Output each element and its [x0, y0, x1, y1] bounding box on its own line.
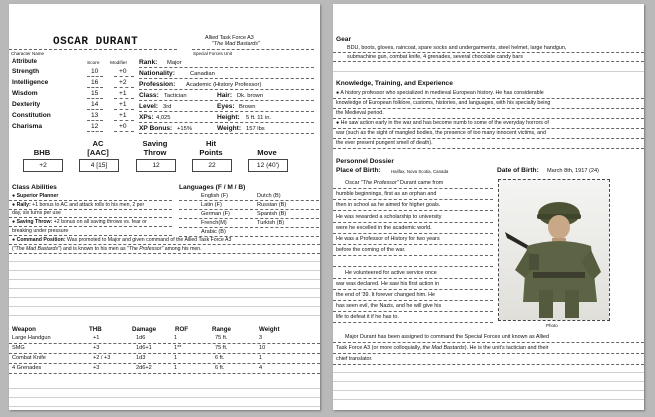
score-underline: [87, 76, 103, 77]
attribute-name: Constitution: [12, 112, 51, 119]
bio-line: humble beginnings, first as an orphan and: [336, 191, 437, 198]
attribute-modifier: +1: [119, 112, 127, 119]
attribute-name: Dexterity: [12, 101, 41, 108]
weapon-cell: Combat Knife: [12, 355, 46, 361]
bio-bottom-line: chief translator.: [336, 356, 373, 362]
info-height-label: Height:: [217, 114, 240, 121]
info-class: Tactician: [164, 93, 187, 99]
attribute-modifier: +1: [119, 101, 127, 108]
unit-name: Allied Task Force A3: [205, 35, 254, 41]
info-rank: Major: [167, 60, 182, 66]
weapon-cell: SMG: [12, 345, 25, 351]
info-underline: [139, 122, 314, 123]
attribute-modifier: +0: [119, 68, 127, 75]
bio-line: were he excelled in the academic world.: [336, 224, 432, 231]
bio-line: He was a Professor of History for two years: [336, 236, 440, 242]
info-weight: 157 lbs: [246, 126, 265, 132]
modifier-underline: [114, 131, 134, 132]
info-underline: [139, 89, 314, 90]
combat-label: Hit Points: [199, 139, 223, 157]
language-item: Turkish (B): [257, 220, 285, 226]
attribute-name: Wisdom: [12, 90, 38, 97]
ability-underline: [9, 244, 320, 245]
info-xpbonus: +15%: [177, 126, 192, 132]
weapon-cell: 1: [174, 365, 178, 371]
weapon-cell: 1: [259, 355, 263, 361]
score-header: Score: [87, 61, 100, 66]
language-item: English (F): [201, 193, 229, 199]
ability-underline: [9, 217, 172, 218]
language-item: French(M): [201, 220, 227, 226]
weapon-cell: 75 ft.: [215, 335, 228, 341]
weapon-cell: 1**: [174, 345, 182, 351]
ability-line: ("The Mad Bastards") and is known to his men as "The Professor" among his men.: [12, 246, 202, 252]
attribute-modifier: +0: [119, 123, 127, 130]
attribute-score: 16: [91, 79, 99, 86]
bio-underline: [333, 210, 493, 211]
class-abilities-title: Class Abilities: [12, 184, 57, 191]
combat-value: 22: [192, 159, 232, 172]
info-underline: [139, 78, 314, 79]
score-underline: [87, 109, 103, 110]
weapon-header: Weight: [259, 326, 280, 333]
weapon-cell: 75 ft.: [215, 345, 228, 351]
weapon-cell: 1d6: [136, 335, 146, 341]
character-name-label: Character Name: [11, 51, 45, 56]
info-level: 3rd: [163, 104, 172, 110]
knowledge-underline: [333, 128, 644, 129]
bio-underline: [333, 322, 493, 323]
bio-underline: [333, 233, 493, 234]
knowledge-underline: [333, 108, 644, 109]
score-underline: [87, 120, 103, 121]
combat-label: Saving Throw: [142, 139, 168, 157]
knowledge-underline: [333, 118, 644, 119]
info-eyes-label: Eyes:: [217, 103, 235, 110]
ability-line: ● Superior Planner: [12, 193, 59, 199]
knowledge-line: knowledge of European folklore, customs, histories, and languages, with his specialty being: [336, 100, 551, 106]
unit-label: Special Forces Unit: [193, 51, 233, 56]
language-underline: [179, 218, 319, 219]
weapon-underline: [9, 373, 320, 374]
combat-label: Move: [257, 147, 277, 157]
photo-label: Photo: [546, 323, 558, 328]
info-height: 5 ft. 11 in.: [246, 115, 272, 121]
info-underline: [139, 67, 314, 68]
ability-underline: [9, 253, 320, 254]
info-xpbonus-label: XP Bonus:: [139, 125, 173, 132]
combat-value: 12 (40'): [248, 159, 288, 172]
info-level-label: Level:: [139, 103, 159, 110]
bio-line: before the coming of the war.: [336, 247, 406, 254]
bio-underline: [333, 278, 493, 279]
attribute-name: Strength: [12, 68, 40, 75]
ability-line: ● Saving Throw: +2 bonus on all saving throws vs. fear or: [12, 219, 147, 225]
modifier-underline: [114, 87, 134, 88]
info-eyes: Brown: [239, 104, 256, 110]
language-underline: [179, 227, 319, 228]
score-underline: [87, 87, 103, 88]
language-item: Arabic (B): [201, 229, 226, 235]
weapon-underline: [9, 343, 320, 344]
info-underline: [139, 133, 314, 134]
combat-value: 12: [136, 159, 176, 172]
character-photo: [498, 179, 610, 321]
gear-underline: [333, 61, 644, 62]
bio-underline: [333, 266, 493, 267]
bio-bottom-line: Task Force A3 (or more colloquially, the Mad Bastards). He is the unit's tactician and their: [336, 345, 549, 351]
ability-underline: [9, 226, 172, 227]
bio-bottom-underline: [333, 353, 644, 354]
knowledge-line: ● He saw action early in the war and has become numb to some of the everyday horrors of: [336, 120, 549, 126]
attribute-modifier: +1: [119, 90, 127, 97]
knowledge-underline: [333, 138, 644, 139]
weapon-notes-lines: [9, 382, 320, 408]
bio-underline: [333, 289, 493, 290]
weapon-cell: 4 Grenades: [12, 365, 42, 371]
ability-underline: [9, 235, 172, 236]
score-underline: [87, 98, 103, 99]
gear-line: submachine gun, combat knife, 4 grenades, several chocolate candy bars: [347, 54, 523, 60]
language-item: Dutch (B): [257, 193, 281, 199]
bio-line: He volunteered for active service once: [345, 269, 437, 276]
bio-underline: [333, 311, 493, 312]
ability-line: ● Command Position: Was promoted to Major and given command of the Allied Task Force A3: [12, 237, 232, 243]
info-rank-label: Rank:: [139, 59, 158, 66]
modifier-underline: [114, 76, 134, 77]
weapon-header: THB: [89, 326, 102, 333]
bio-extra-lines: [333, 366, 644, 408]
bio-line: Oscar "The Professor" Durant came from: [345, 180, 444, 186]
notes-lines: [9, 255, 320, 321]
score-underline: [87, 131, 103, 132]
language-item: Spanish (B): [257, 211, 287, 217]
attribute-score: 14: [91, 101, 99, 108]
knowledge-underline: [333, 98, 644, 99]
attribute-modifier: +2: [119, 79, 127, 86]
weapon-cell: +3: [93, 345, 100, 351]
weapon-header: ROF: [175, 326, 189, 333]
ability-line: ● Rally: +1 bonus to AC and attack rolls to his men, 2 per: [12, 201, 145, 208]
info-xp-label: XPs:: [139, 114, 154, 121]
gear-title: Gear: [336, 36, 352, 43]
weapon-cell: 3: [259, 335, 263, 341]
weapon-underline: [9, 353, 320, 354]
weapon-underline: [9, 363, 320, 364]
bio-line: He was rewarded a scholarship to university: [336, 213, 442, 220]
combat-value: 4 [15]: [79, 159, 119, 172]
attribute-score: 10: [91, 68, 99, 75]
weapon-cell: 2d6+2: [136, 365, 152, 371]
bio-underline: [333, 222, 493, 223]
combat-label: AC [AAC]: [87, 139, 109, 157]
weapon-cell: 6 ft.: [215, 355, 225, 361]
combat-label: BHB: [33, 147, 51, 157]
weapon-cell: 1d6+1: [136, 345, 152, 351]
unit-nickname: "The Mad Bastards": [212, 41, 260, 47]
ability-line: day, six turns per use: [12, 210, 61, 216]
gear-line: BDU, boots, gloves, raincoat, spare socks and undergarments, steel helmet, large handgun,: [347, 45, 567, 51]
weapon-header: Damage: [132, 326, 157, 333]
attribute-score: 12: [91, 123, 99, 130]
knowledge-underline: [333, 148, 644, 149]
weapon-cell: 4: [259, 365, 263, 371]
attribute-header: Attribute: [12, 59, 37, 65]
knowledge-line: war (such as the sight of mangled bodies, the presence of too many innocent victims, and: [336, 130, 546, 136]
bio-bottom-underline: [333, 342, 644, 343]
soldier-figure-icon: [499, 180, 609, 320]
weapon-cell: +1: [93, 335, 100, 341]
info-weight-label: Weight:: [217, 125, 242, 132]
weapon-cell: Large Handgun: [12, 335, 51, 341]
info-underline: [139, 111, 314, 112]
ability-line: breaking under pressure: [12, 228, 69, 234]
weapon-cell: 1: [174, 335, 178, 341]
language-item: Russian (B): [257, 202, 287, 208]
modifier-underline: [114, 120, 134, 121]
language-underline: [179, 236, 319, 237]
personnel-title: Personnel Dossier: [336, 158, 394, 165]
bio-underline: [333, 300, 493, 301]
weapon-cell: 1d3: [136, 355, 146, 361]
knowledge-line: ● A history professor who specialized in medieval European history. He has considerable: [336, 90, 544, 96]
dob-label: Date of Birth:: [497, 167, 539, 174]
language-underline: [179, 200, 319, 201]
pob-label: Place of Birth:: [336, 167, 381, 174]
info-prof-label: Profession:: [139, 81, 176, 88]
date-of-birth: March 8th, 1917 (24): [547, 168, 599, 174]
info-hair-label: Hair:: [217, 92, 233, 99]
bio-line: war was declared. He saw his first action in: [336, 280, 440, 287]
bio-bottom-line: Major Durant has been assigned to command the Special Forces unit known as Allied: [345, 334, 550, 340]
knowledge-line: the ever present pungent smell of death).: [336, 140, 433, 146]
gear-extra-line: [333, 65, 644, 75]
gear-underline: [333, 52, 644, 53]
knowledge-title: Knowledge, Training, and Experience: [336, 80, 453, 87]
bio-line: has seen evil, the Nazis, and he will give his: [336, 303, 442, 310]
bio-line: then in school as he aimed for higher goals.: [336, 202, 441, 209]
attribute-name: Charisma: [12, 123, 43, 130]
bio-underline: [333, 199, 493, 200]
place-of-birth: Halifax, Nova Scotia, Canada: [391, 169, 449, 174]
info-nat-label: Nationality:: [139, 70, 175, 77]
bio-line: life to defeat it if he has to.: [336, 314, 399, 321]
info-underline: [139, 100, 314, 101]
languages-title: Languages (F / M / B): [179, 184, 246, 191]
bio-underline: [333, 244, 493, 245]
bio-underline: [333, 188, 493, 189]
info-class-label: Class:: [139, 92, 159, 99]
modifier-underline: [114, 98, 134, 99]
info-nat: Canadian: [190, 71, 215, 77]
weapon-cell: 10: [259, 345, 266, 351]
weapon-header: Range: [212, 326, 231, 333]
bio-underline: [333, 255, 493, 256]
combat-value: +2: [23, 159, 63, 172]
language-item: German (F): [201, 211, 230, 217]
weapon-header: Weapon: [12, 326, 36, 333]
attribute-score: 13: [91, 112, 99, 119]
modifier-header: Modifier: [110, 61, 128, 66]
info-prof: Academic (History Professor): [186, 82, 262, 88]
bio-bottom-underline: [333, 364, 644, 365]
attribute-name: Intelligence: [12, 79, 49, 86]
character-name: OSCAR DURANT: [53, 36, 139, 48]
info-xp: 4,025: [156, 115, 171, 121]
knowledge-line: the Medieval period.: [336, 110, 384, 116]
modifier-underline: [114, 109, 134, 110]
weapon-cell: +3: [93, 365, 100, 371]
weapon-cell: +2 / +3: [93, 355, 111, 361]
language-underline: [179, 209, 319, 210]
language-item: Latin (F): [201, 202, 222, 208]
character-sheet-page-1: [9, 4, 320, 410]
bio-line: the end of '39. It forever changed him. He: [336, 292, 436, 298]
info-hair: Dk. brown: [237, 93, 264, 99]
character-sheet-page-2: [333, 4, 644, 410]
attribute-score: 15: [91, 90, 99, 97]
weapon-cell: 1: [174, 355, 178, 361]
weapon-cell: 6 ft.: [215, 365, 225, 371]
